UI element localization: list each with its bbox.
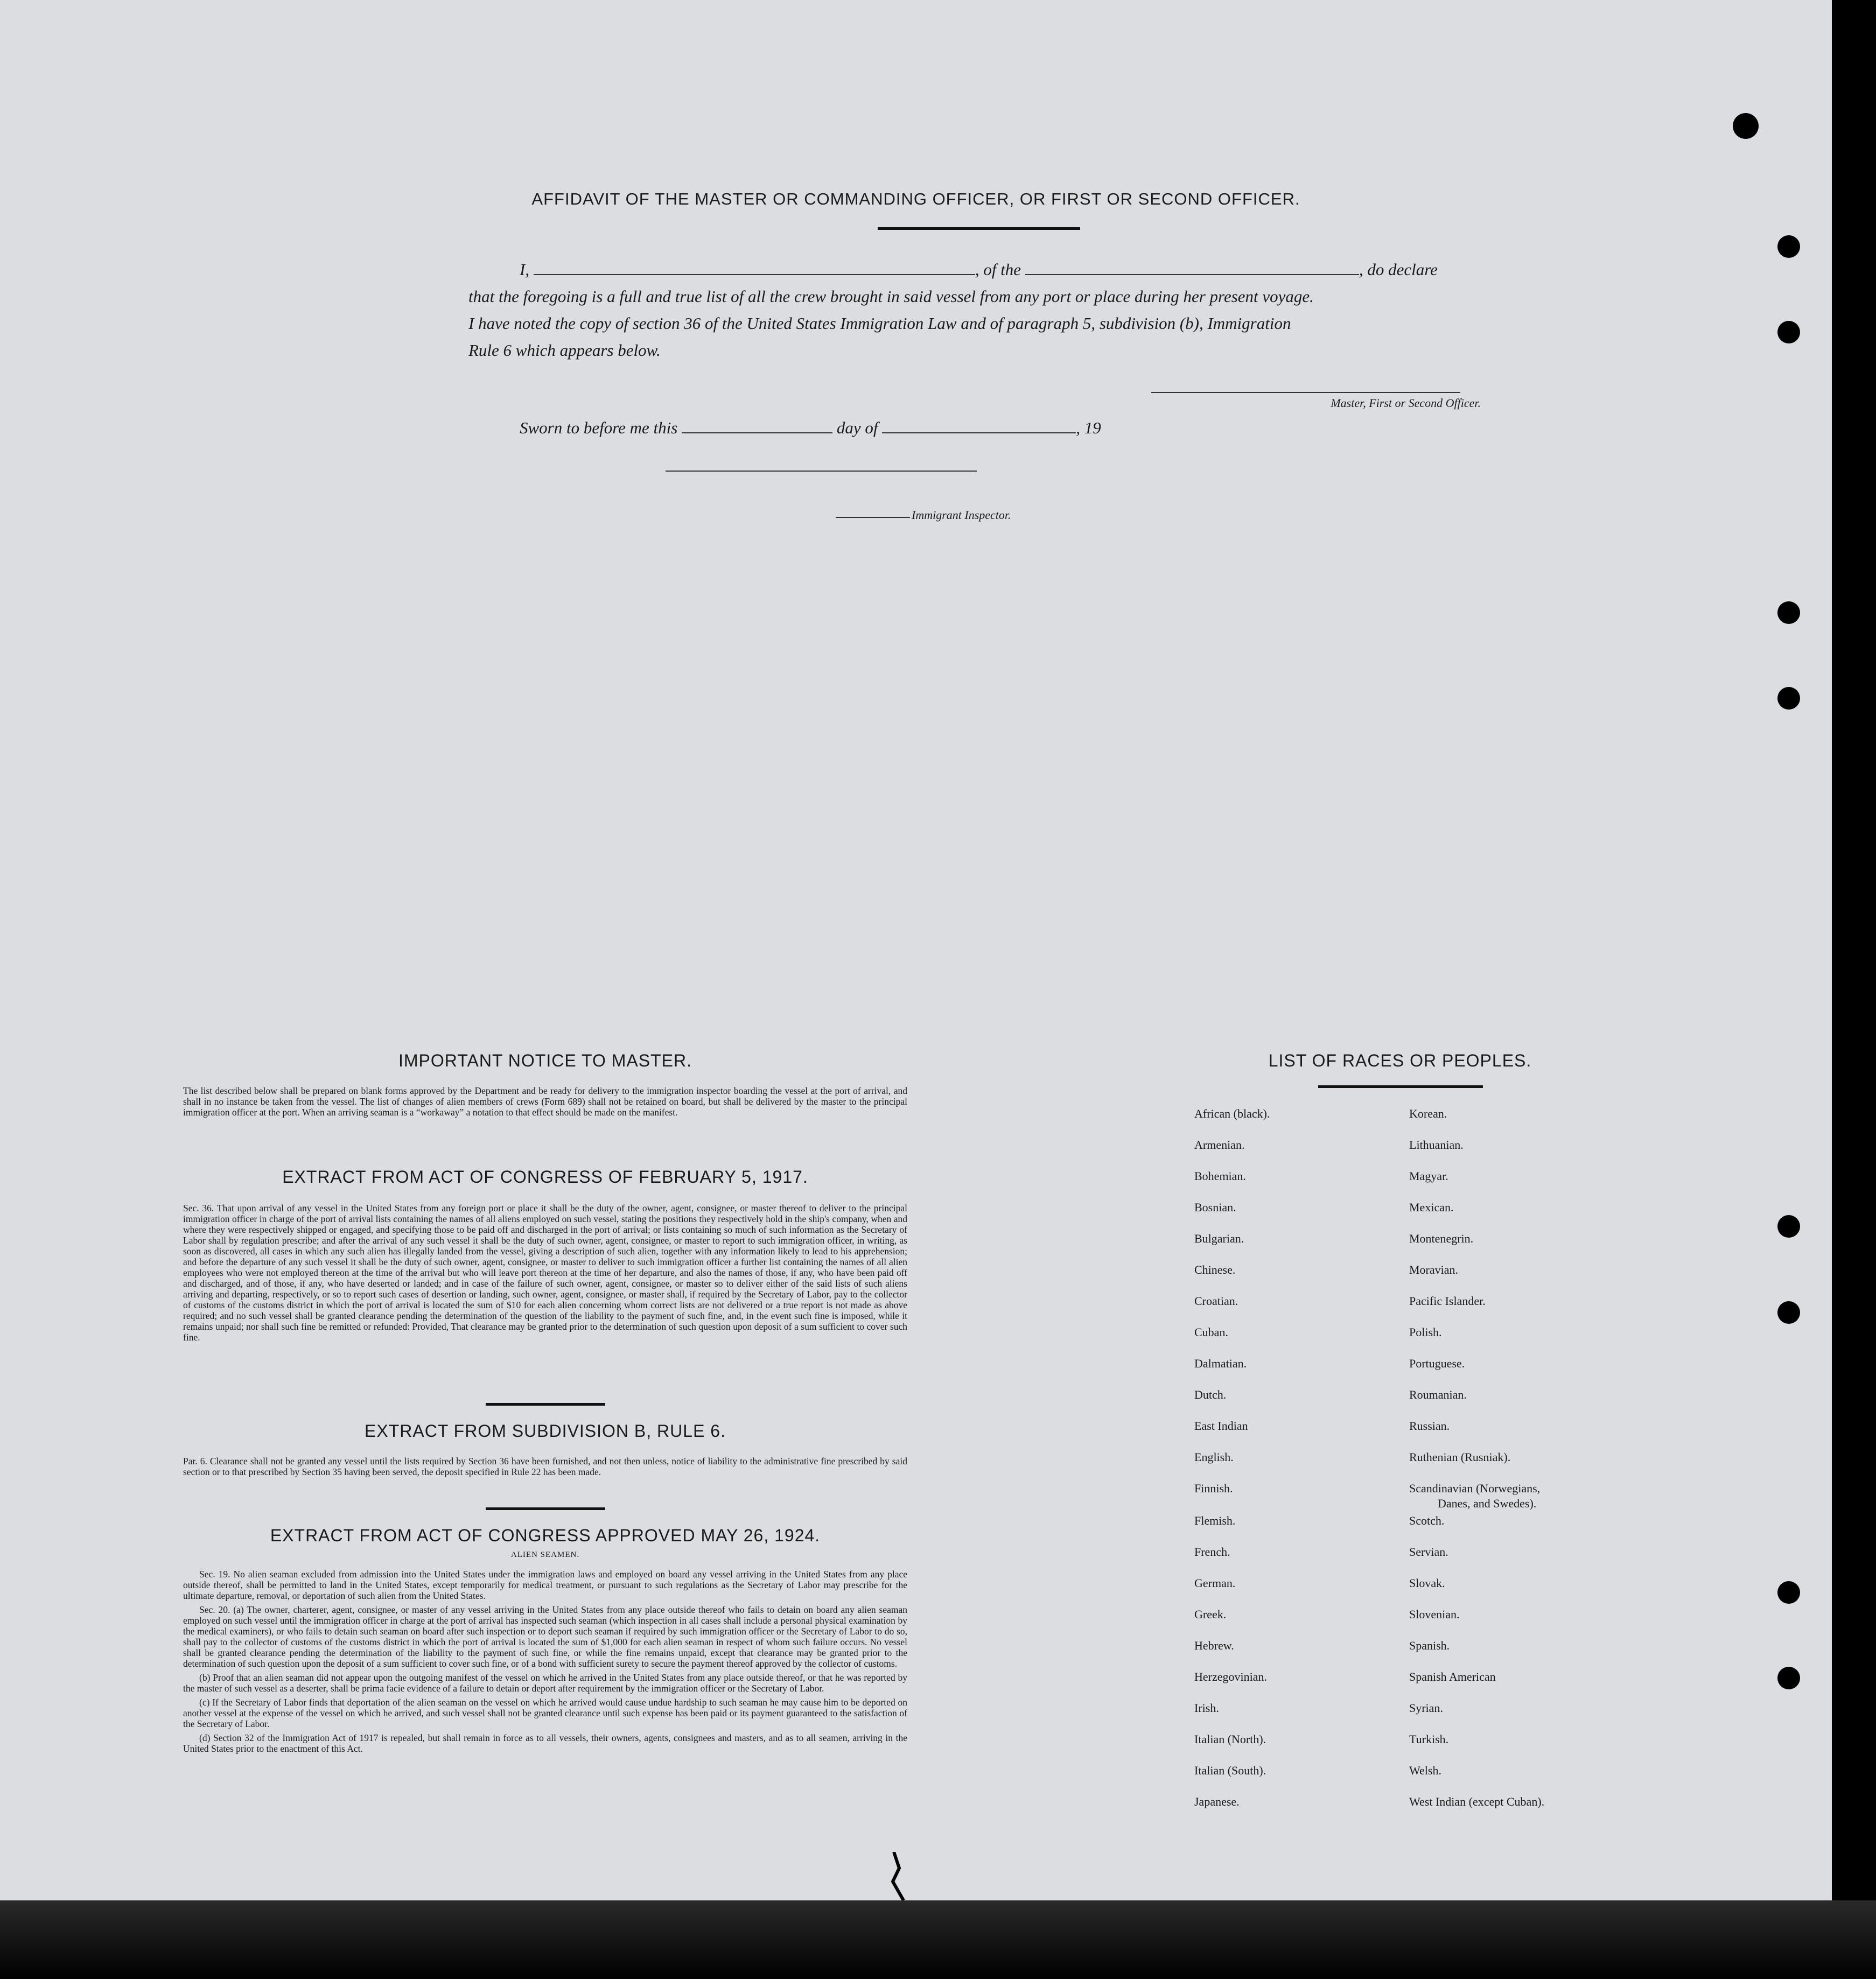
vessel-blank[interactable] [1025, 259, 1359, 275]
extract-1924-title: EXTRACT FROM ACT OF CONGRESS APPROVED MAY 26, 1924. [270, 1526, 821, 1545]
notice-text: The list described below shall be prepared on blank forms approved by the Department and be ready for delivery to the immigration inspector boarding the vessel at the port of arrival, and shall in no instance be taken from the vessel. The list of changes of alien members of crews (Form 689) shall not be retained on board, but shall be delivered by the master to the principal immigration officer at the port. When an arriving seaman is a “workaway” a notation to that effect should be made on the manifest. [183, 1085, 907, 1118]
binder-hole [1777, 1301, 1800, 1324]
crease-mark [883, 1852, 915, 1900]
race-item: Slovak. [1409, 1576, 1445, 1590]
race-item: African (black). [1194, 1107, 1270, 1120]
race-item: Syrian. [1409, 1701, 1443, 1715]
race-item: Italian (South). [1194, 1764, 1266, 1777]
extract-1924-body [183, 1569, 907, 1754]
affidavit-line-2: that the foregoing is a full and true list of all the crew brought in said vessel from any port or place during her present voyage. [468, 287, 1314, 306]
section-divider [486, 1507, 605, 1510]
inspector-signature-line[interactable] [666, 471, 977, 472]
race-item: Bosnian. [1194, 1201, 1236, 1214]
sec-19: Sec. 19. No alien seaman excluded from admission into the United States under the immigration laws and employed on board any vessel arriving in the United States from any place outside thereof, shall be permitted to land in the United States, except temporarily for medical treatment, or pursuant to such regulations as the Secretary of Labor may prescribe for the ultimate departure, removal, or deportation of such alien from the United States. [183, 1569, 907, 1601]
race-item: Welsh. [1409, 1764, 1441, 1777]
punch-mark [1733, 113, 1759, 139]
extract-1924-subtitle: ALIEN SEAMEN. [510, 1550, 580, 1559]
race-item: Slovenian. [1409, 1608, 1460, 1621]
race-item: Cuban. [1194, 1325, 1228, 1339]
signature-line[interactable] [1151, 392, 1460, 393]
race-item: Moravian. [1409, 1263, 1459, 1276]
race-item: Danes, and Swedes). [1438, 1497, 1537, 1510]
race-item: Dutch. [1194, 1388, 1227, 1401]
race-item: Flemish. [1194, 1514, 1236, 1527]
race-item: Magyar. [1409, 1169, 1448, 1183]
extract-rule6-text: Par. 6. Clearance shall not be granted any vessel until the lists required by Section 36 have been furnished, and not then unless, notice of liability to the administrative fine prescribed by said section or to that prescribed by Section 35 having been served, the deposit specified in Rule 22 has been made. [183, 1456, 907, 1477]
binder-hole [1777, 687, 1800, 710]
binder-hole [1777, 601, 1800, 624]
day-blank[interactable] [682, 417, 832, 433]
race-item: Mexican. [1409, 1201, 1454, 1214]
race-item: Korean. [1409, 1107, 1447, 1120]
race-item: Japanese. [1194, 1795, 1240, 1808]
inspector-short-line [836, 517, 910, 518]
day-of-label: day of [836, 418, 878, 437]
race-item: Bulgarian. [1194, 1232, 1244, 1245]
affidavit-line-4: Rule 6 which appears below. [468, 341, 661, 360]
race-item: Russian. [1409, 1419, 1450, 1433]
race-item: Portuguese. [1409, 1357, 1465, 1370]
race-item: Pacific Islander. [1409, 1294, 1486, 1308]
race-item: Italian (North). [1194, 1732, 1266, 1746]
race-item: Ruthenian (Rusniak). [1409, 1450, 1511, 1464]
race-item: Dalmatian. [1194, 1357, 1247, 1370]
affidavit-line-3: I have noted the copy of section 36 of the United States Immigration Law and of paragraph 5, subdivision (b), Immigration [468, 314, 1291, 333]
year-label: , 19 [1076, 418, 1101, 437]
signature-caption: Master, First or Second Officer. [1331, 396, 1481, 410]
binder-hole [1777, 235, 1800, 258]
race-item: West Indian (except Cuban). [1409, 1795, 1545, 1808]
notice-title: IMPORTANT NOTICE TO MASTER. [398, 1051, 692, 1070]
race-item: Greek. [1194, 1608, 1227, 1621]
race-item: Croatian. [1194, 1294, 1238, 1308]
race-item: French. [1194, 1545, 1230, 1559]
affidavit-title: AFFIDAVIT OF THE MASTER OR COMMANDING OFFICER, OR FIRST OR SECOND OFFICER. [531, 190, 1300, 208]
binder-hole [1777, 1667, 1800, 1689]
races-divider [1318, 1085, 1483, 1088]
section-divider [486, 1403, 605, 1406]
race-item: English. [1194, 1450, 1234, 1464]
race-item: German. [1194, 1576, 1236, 1590]
race-item: Scotch. [1409, 1514, 1445, 1527]
extract-1917-text: Sec. 36. That upon arrival of any vessel in the United States from any foreign port or place it shall be the duty of the owner, agent, consignee, or master thereof to deliver to the principal immigration officer in charge of the port of arrival lists containing the names of all aliens employed on such vessel, stating the positions they respectively hold in the ship's company, when and where they were respectively shipped or engaged, and specifying those to be paid off and discharged in the port of arrival; or lists containing so much of such information as the Secretary of Labor shall by regulation prescribe; and after the arrival of any such vessel it shall be the duty of such owner, agent, consignee, or master to report to such immigration officer, in writing, as soon as discovered, all cases in which any such alien has illegally landed from the vessel, giving a description of such alien, together with any information likely to lead to his apprehension; and before the departure of any such vessel it shall be the duty of such owner, agent, consignee, or master to deliver to such immigration officer a further list containing the names of all alien employees who were not employed thereon at the time of the arrival but who will leave port thereon at the time of her departure, and also the names of those, if any, who have been paid off and discharged, and of those, if any, who have deserted or landed; and in case of the failure of such owner, agent, consignee, or master so to deliver either of the said lists of such aliens arriving and departing, respectively, or so to report such cases of desertion or landing, such owner, agent, consignee, or master shall, if required by the Secretary of Labor, pay to the collector of customs of the customs district in which the port of arrival is located the sum of $10 for each alien concerning whom correct lists are not delivered or a true report is not made as above required; and no such vessel shall be granted clearance pending the determination of the question of the liability to the payment of such fine, and, in the event such fine is imposed, while it remains unpaid; nor shall such fine be remitted or refunded: Provided, That clearance may be granted prior to the determination of such question upon deposit of a sum sufficient to cover such fine. [183, 1203, 907, 1343]
race-item: Armenian. [1194, 1138, 1245, 1152]
binder-hole [1777, 1581, 1800, 1604]
binder-hole [1777, 321, 1800, 343]
title-divider [878, 227, 1080, 230]
race-item: Bohemian. [1194, 1169, 1246, 1183]
extract-1917-title: EXTRACT FROM ACT OF CONGRESS OF FEBRUARY 5, 1917. [282, 1167, 808, 1187]
race-item: Montenegrin. [1409, 1232, 1474, 1245]
inspector-caption: Immigrant Inspector. [912, 508, 1011, 522]
sec-20a: Sec. 20. (a) The owner, charterer, agent, consignee, or master of any vessel arriving in the United States from any place outside thereof who fails to detain on board any alien seaman employed on such vessel until the immigration officer in charge at the port of arrival has inspected such seaman (which inspection in all cases shall include a personal physical examination by the medical examiners), or who fails to detain such seaman on board after such inspection or to deport such seaman if required by such immigration officer or the Secretary of Labor to do so, shall pay to the collector of customs of the customs district in which the port of arrival is located the sum of $1,000 for each alien seaman in respect of whom such failure occurs. No vessel shall be granted clearance pending the determination of the liability to the payment of such fine, or while the fine remains unpaid, except that clearance may be granted prior to the determination of such question upon the deposit of a sum sufficient to cover such fine, or of a bond with sufficient surety to secure the payment thereof approved by the collector of customs. [183, 1604, 907, 1669]
affidavit-line-1 [520, 256, 1489, 283]
race-item: Irish. [1194, 1701, 1219, 1715]
sworn-line [520, 415, 1166, 441]
race-item: Finnish. [1194, 1482, 1233, 1495]
name-blank[interactable] [534, 259, 975, 275]
of-the-label: , of the [975, 260, 1021, 279]
i-label: I, [520, 260, 530, 279]
race-item: Chinese. [1194, 1263, 1236, 1276]
race-item: Spanish American [1409, 1670, 1496, 1683]
race-item: Polish. [1409, 1325, 1442, 1339]
race-item: Spanish. [1409, 1639, 1450, 1652]
race-item: Servian. [1409, 1545, 1448, 1559]
race-item: Scandinavian (Norwegians, [1409, 1482, 1541, 1495]
sworn-label: Sworn to before me this [520, 418, 678, 437]
race-item: East Indian [1194, 1419, 1248, 1433]
race-item: Lithuanian. [1409, 1138, 1464, 1152]
race-item: Herzegovinian. [1194, 1670, 1267, 1683]
race-item: Turkish. [1409, 1732, 1449, 1746]
scan-edge [0, 1900, 1876, 1979]
races-title: LIST OF RACES OR PEOPLES. [1268, 1051, 1532, 1070]
binder-hole [1777, 1215, 1800, 1238]
sec-20d: (d) Section 32 of the Immigration Act of 1917 is repealed, but shall remain in force as to all vessels, their owners, agents, consignees and masters, and as to all seamen, arriving in the United States prior to the enactment of this Act. [183, 1732, 907, 1754]
month-blank[interactable] [882, 417, 1076, 433]
declare-label: , do declare [1359, 260, 1438, 279]
sec-20b: (b) Proof that an alien seaman did not appear upon the outgoing manifest of the vessel on which he arrived in the United States from any place outside thereof, or that he was reported by the master of such vessel as a deserter, shall be prima facie evidence of a failure to detain or deport after requirement by the immigration officer or the Secretary of Labor. [183, 1672, 907, 1694]
extract-rule6-title: EXTRACT FROM SUBDIVISION B, RULE 6. [365, 1421, 726, 1441]
race-item: Roumanian. [1409, 1388, 1467, 1401]
race-item: Hebrew. [1194, 1639, 1234, 1652]
sec-20c: (c) If the Secretary of Labor finds that deportation of the alien seaman on the vessel on which he arrived would cause undue hardship to such seaman he may cause him to be deported on another vessel at the expense of the vessel on which he arrived, and such vessel shall not be granted clearance until such expense has been paid or its payment guaranteed to the satisfaction of the Secretary of Labor. [183, 1697, 907, 1729]
